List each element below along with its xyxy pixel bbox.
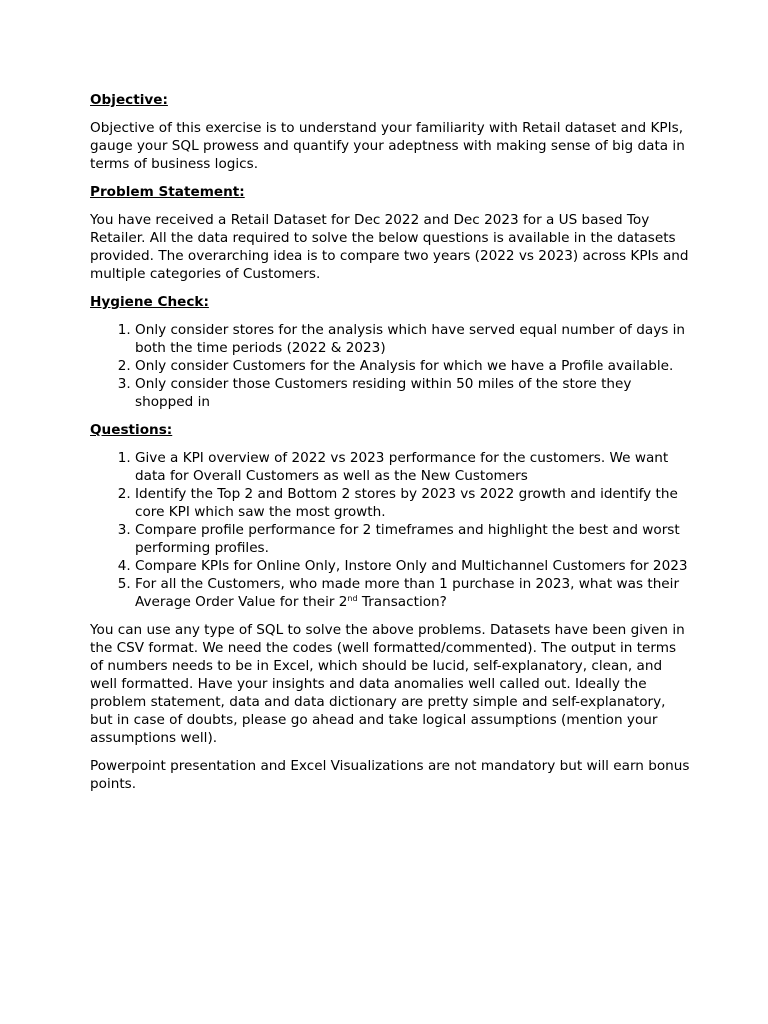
- instructions-paragraph: You can use any type of SQL to solve the above problems. Datasets have been given in the CSV format. We need the codes (well formatted/commented). The output in terms of numbers needs to be in Excel, which should be lucid, self-explanatory, clean, and well formatted. Have your insights and data anomalies well called out. Ideally the problem statement, data and data dictionary are pretty simple and self-explanatory, but in case of doubts, please go ahead and take logical assumptions (mention your assumptions well).: [90, 622, 685, 746]
- hygiene-item: 1. Only consider stores for the analysis which have served equal number of days in both the time periods (2022 & 2023): [135, 321, 690, 357]
- question-5-tail: Transaction?: [357, 594, 447, 610]
- question-item: 1. Give a KPI overview of 2022 vs 2023 performance for the customers. We want data for Overall Customers as well as the New Customers: [135, 449, 690, 485]
- objective-heading: Objective:: [90, 92, 168, 108]
- objective-text: Objective of this exercise is to understand your familiarity with Retail dataset and KPIs, gauge your SQL prowess and quantify your adeptness with making sense of big data in terms of business logics.: [90, 120, 685, 172]
- problem-statement-heading: Problem Statement:: [90, 184, 245, 200]
- question-item: 4. Compare KPIs for Online Only, Instore Only and Multichannel Customers for 2023: [135, 557, 690, 575]
- problem-statement-text: You have received a Retail Dataset for Dec 2022 and Dec 2023 for a US based Toy Retailer. All the data required to solve the below questions is available in the datasets provided. The overarching idea is to compare two years (2022 vs 2023) across KPIs and multiple categories of Customers.: [90, 212, 689, 282]
- hygiene-check-list: [90, 321, 690, 411]
- question-5-text: For all the Customers, who made more than 1 purchase in 2023, what was their Average Order Value for their 2: [135, 576, 680, 610]
- questions-heading: Questions:: [90, 422, 173, 438]
- hygiene-item: 2. Only consider Customers for the Analysis for which we have a Profile available.: [135, 357, 690, 375]
- question-item: [135, 575, 690, 611]
- question-item: 2. Identify the Top 2 and Bottom 2 stores by 2023 vs 2022 growth and identify the core KPI which saw the most growth.: [135, 485, 690, 521]
- ordinal-suffix: nd: [347, 594, 358, 603]
- hygiene-item: 3. Only consider those Customers residing within 50 miles of the store they shopped in: [135, 375, 690, 411]
- question-item: 3. Compare profile performance for 2 timeframes and highlight the best and worst performing profiles.: [135, 521, 690, 557]
- questions-list: [90, 449, 690, 611]
- bonus-paragraph: Powerpoint presentation and Excel Visualizations are not mandatory but will earn bonus points.: [90, 758, 690, 792]
- hygiene-check-heading: Hygiene Check:: [90, 294, 209, 310]
- document-page: [90, 91, 690, 803]
